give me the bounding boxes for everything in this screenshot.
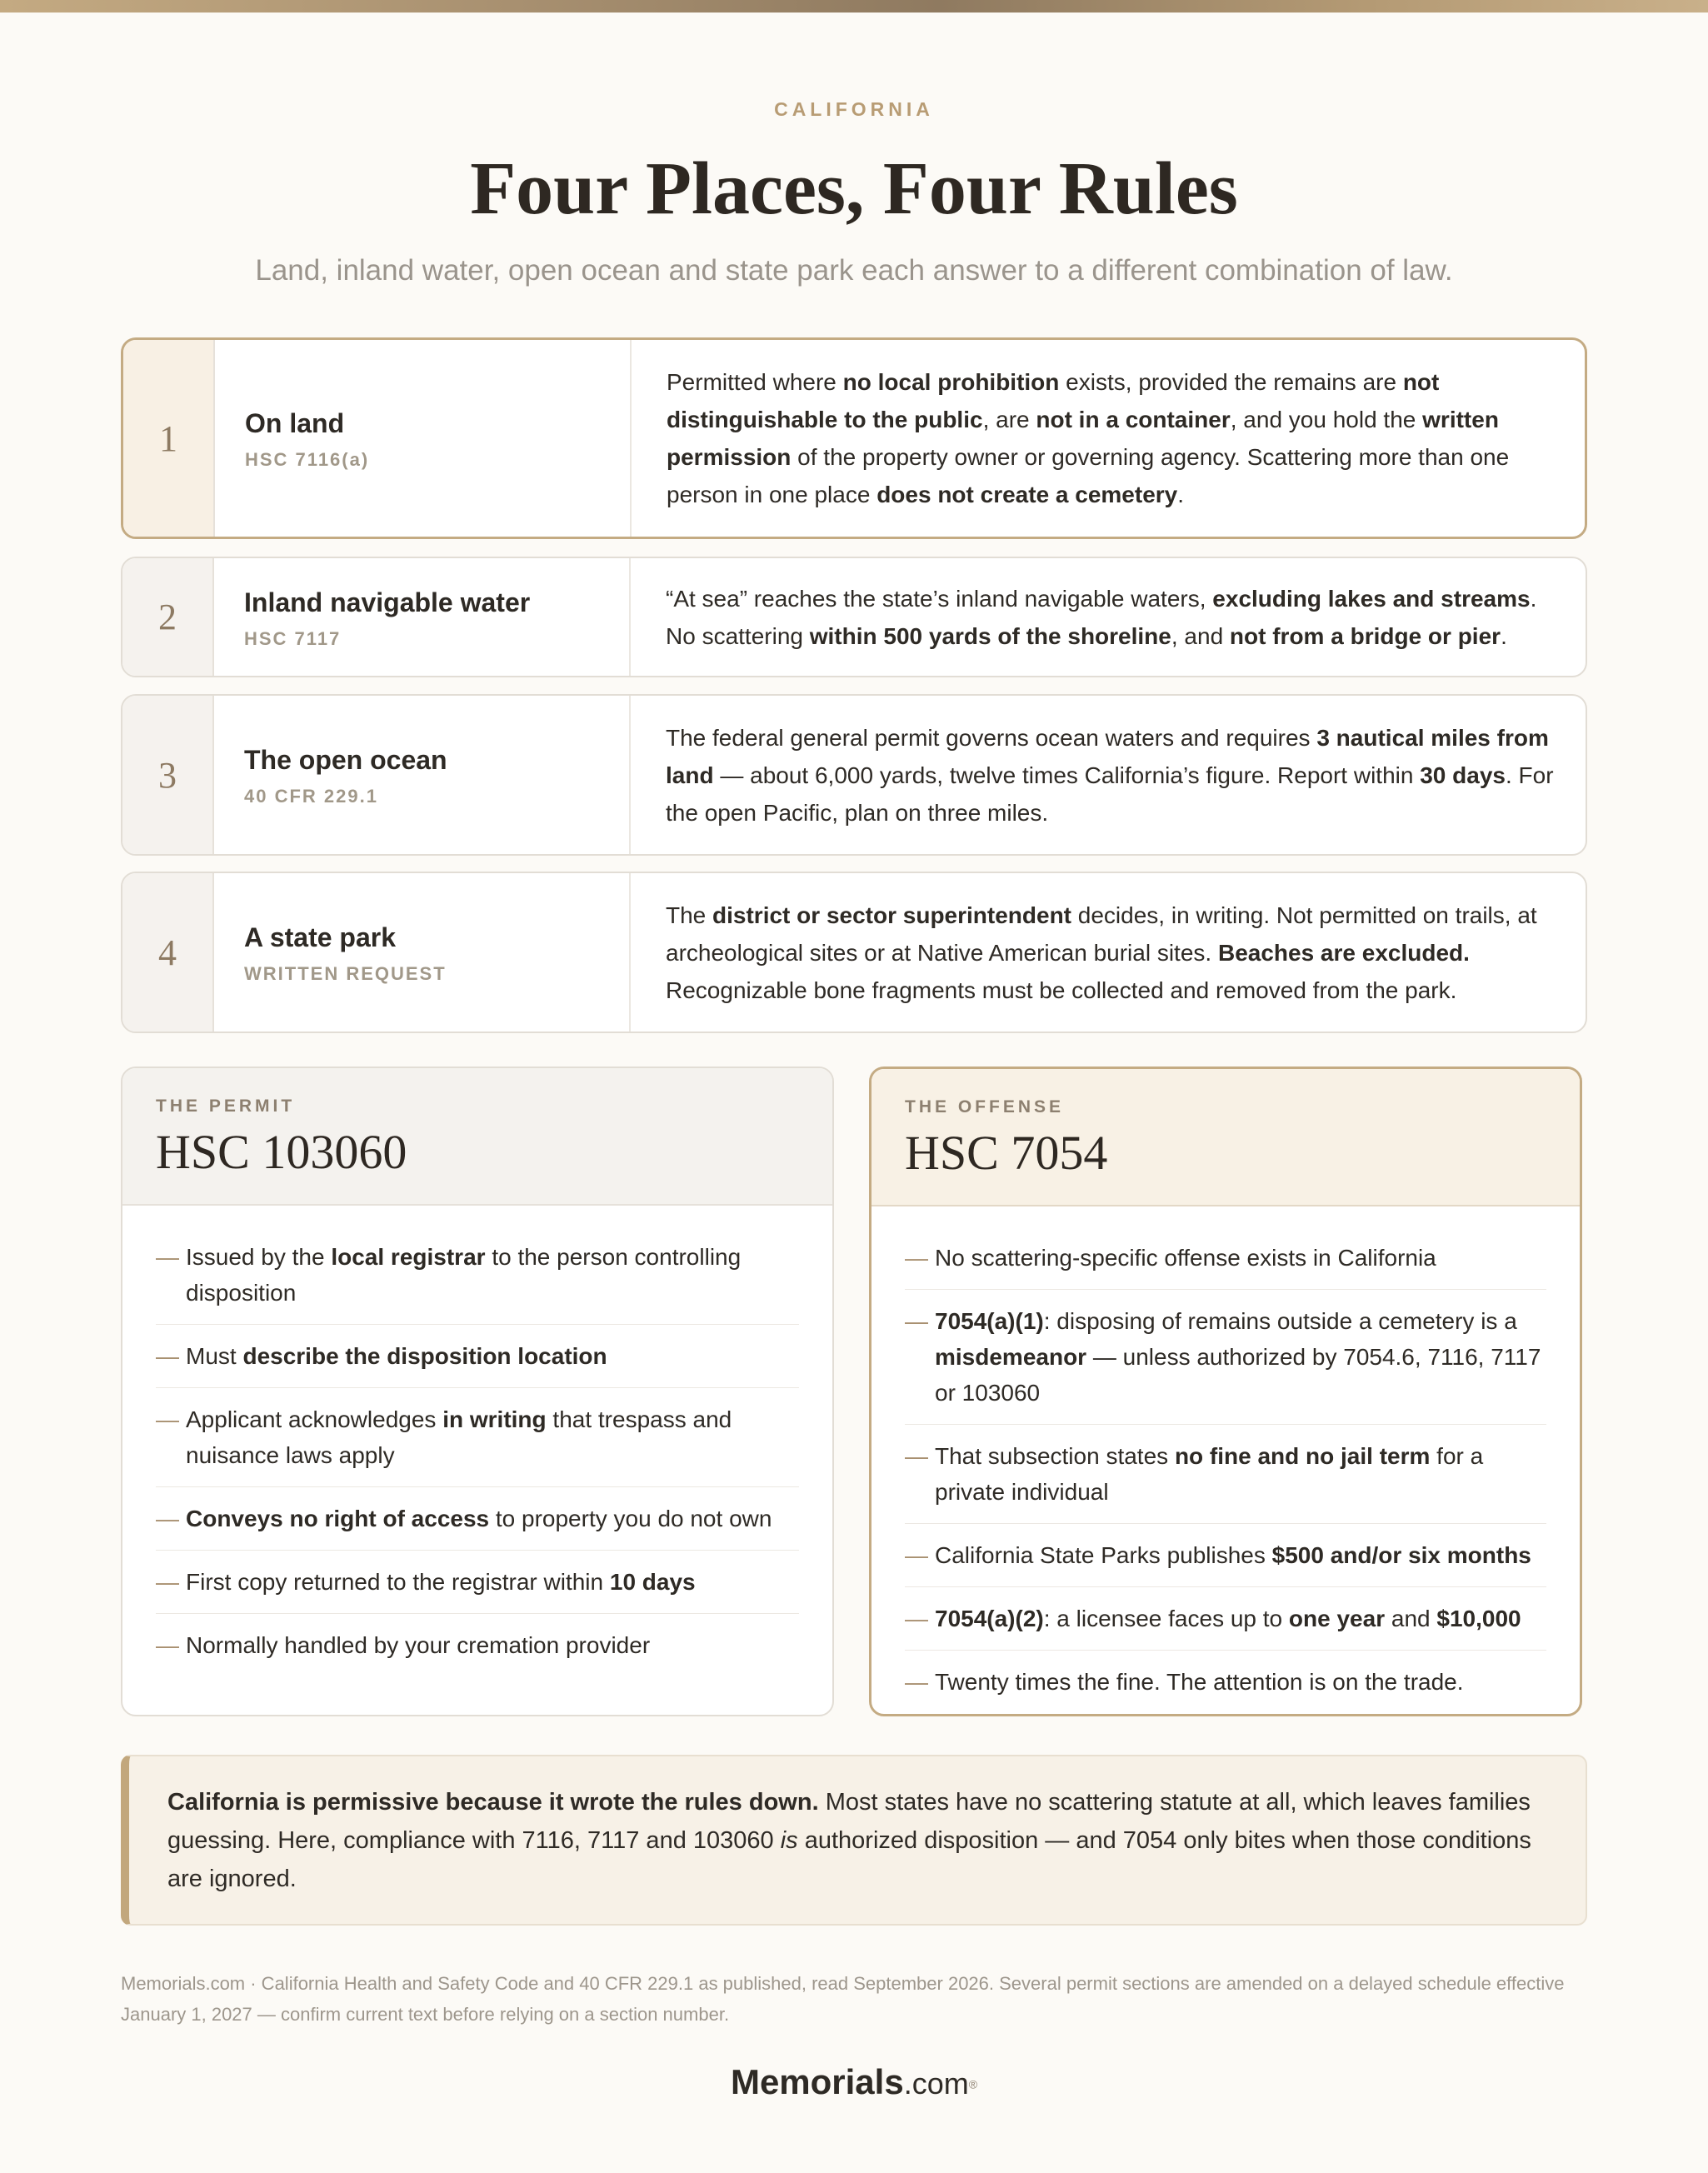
dash-bullet-icon: —: [905, 1669, 928, 1695]
bold-text: Beaches are excluded.: [1217, 939, 1470, 966]
bold-text: describe the disposition location: [242, 1343, 607, 1369]
bold-text: not from a bridge or pier: [1229, 622, 1501, 649]
text-run: , and you hold the: [1230, 407, 1423, 432]
bold-text: one year: [1288, 1606, 1386, 1631]
rule-description: [632, 340, 1585, 537]
text-run: , are: [982, 407, 1036, 432]
rule-description-text: [666, 719, 1556, 832]
dash-bullet-icon: —: [905, 1308, 928, 1334]
text-run: Applicant acknowledges: [186, 1406, 443, 1432]
text-run: Twenty times the fine. The attention is on the trade.: [935, 1669, 1464, 1695]
bold-text: 10 days: [609, 1569, 696, 1595]
bold-text: district or sector superintendent: [712, 902, 1071, 928]
text-run: Issued by the: [186, 1244, 332, 1270]
text-run: . No scattering: [666, 585, 1537, 649]
text-run: of the property owner or governing agency. Scattering more than one person in one place: [667, 444, 1510, 507]
bold-text: not in a container: [1036, 407, 1231, 432]
dash-bullet-icon: —: [156, 1343, 179, 1369]
list-item: [156, 1551, 799, 1614]
text-run: authorized disposition — and 7054 only bites when those conditions are ignored.: [167, 1827, 1531, 1892]
text-run: . For the open Pacific, plan on three miles.: [666, 762, 1554, 826]
source-footnote: Memorials.com · California Health and Safety Code and 40 CFR 229.1 as published, read September 2026. Several permit sections are amended on a delayed schedule effective January 1, 2027 — confirm current text before relying on a section number.: [121, 1973, 1565, 2025]
list-item: [905, 1290, 1546, 1425]
memorials-logo[interactable]: [0, 2062, 1708, 2102]
logo-brand: Memorials: [730, 2062, 904, 2101]
page-title: Four Places, Four Rules: [470, 147, 1238, 230]
rule-card-on-land: [121, 337, 1587, 539]
logo-registered-mark: ®: [968, 2077, 978, 2091]
text-run: No scattering-specific offense exists in California: [935, 1245, 1436, 1271]
text-run: California State Parks publishes: [935, 1542, 1272, 1568]
rule-name: The open ocean: [244, 745, 447, 775]
list-item: [905, 1587, 1546, 1651]
page-kicker: CALIFORNIA: [774, 98, 934, 120]
list-item: [905, 1651, 1546, 1713]
dash-bullet-icon: —: [905, 1542, 928, 1568]
text-run: First copy returned to the registrar within: [186, 1569, 610, 1595]
summary-callout-text: [167, 1783, 1549, 1898]
dash-bullet-icon: —: [156, 1632, 179, 1658]
rule-card-open-ocean: [121, 694, 1587, 856]
bold-text: California is permissive because it wrote the rules down.: [167, 1789, 819, 1816]
rule-name: A state park: [244, 922, 396, 952]
rule-number: 1: [123, 340, 215, 537]
rule-card-inland-water: [121, 557, 1587, 677]
bold-text: 7054(a)(1): [935, 1308, 1044, 1334]
bold-text: 3 nautical miles from land: [666, 724, 1549, 788]
rule-number: 4: [122, 873, 214, 1032]
bold-text: no fine and no jail term: [1174, 1443, 1431, 1469]
text-run: exists, provided the remains are: [1059, 369, 1403, 395]
dash-bullet-icon: —: [156, 1569, 179, 1595]
text-run: “At sea” reaches the state’s inland navigable waters,: [666, 585, 1213, 612]
rule-description-text: [666, 897, 1556, 1009]
text-run: Must: [186, 1343, 243, 1369]
text-run: The federal general permit governs ocean waters and requires: [666, 724, 1317, 751]
text-run: The: [666, 902, 713, 928]
text-run: .: [1501, 622, 1507, 649]
rule-name: On land: [245, 408, 345, 438]
permit-panel: [121, 1067, 834, 1716]
rule-card-state-park: [121, 872, 1587, 1033]
offense-panel-header: [871, 1069, 1580, 1206]
text-run: — about 6,000 yards, twelve times California’s figure. Report within: [713, 762, 1421, 788]
rule-description: [631, 873, 1586, 1032]
rule-name: Inland navigable water: [244, 587, 531, 617]
text-run: and: [1385, 1606, 1437, 1631]
bold-text: in writing: [442, 1406, 547, 1432]
dash-bullet-icon: —: [156, 1406, 179, 1432]
rule-description: [631, 696, 1586, 854]
text-run: , and: [1171, 622, 1230, 649]
rule-heading: [214, 696, 631, 854]
logo-tld: .com: [903, 2066, 969, 2101]
rule-description-text: [666, 580, 1556, 655]
text-run: That subsection states: [935, 1443, 1175, 1469]
list-item: [156, 1226, 799, 1325]
bold-text: does not create a cemetery: [876, 482, 1178, 507]
dash-bullet-icon: —: [156, 1244, 179, 1270]
dash-bullet-icon: —: [905, 1606, 928, 1631]
bold-text: 30 days: [1420, 762, 1506, 788]
text-run: Normally handled by your cremation provider: [186, 1632, 651, 1658]
page-subtitle: Land, inland water, open ocean and state park each answer to a different combination of law.: [255, 254, 1453, 287]
text-run: that trespass and nuisance laws apply: [186, 1406, 732, 1468]
list-item: [156, 1487, 799, 1551]
rule-heading: [214, 558, 631, 676]
dash-bullet-icon: —: [156, 1506, 179, 1531]
rule-citation: HSC 7117: [244, 627, 342, 649]
list-item: [905, 1226, 1546, 1290]
permit-list: [122, 1206, 832, 1676]
text-run: to the person controlling disposition: [186, 1244, 742, 1306]
rule-number: 3: [122, 696, 214, 854]
dash-bullet-icon: —: [905, 1443, 928, 1469]
rule-heading: [214, 873, 631, 1032]
text-run: : disposing of remains outside a cemetery is a: [1043, 1308, 1517, 1334]
italic-text: is: [780, 1827, 798, 1854]
text-run: Recognizable bone fragments must be collected and removed from the park.: [666, 977, 1457, 1003]
text-run: Most states have no scattering statute at all, which leaves families guessing. Here, compliance with 7116, 7117 and 103060: [167, 1789, 1531, 1854]
offense-list: [871, 1206, 1580, 1713]
rule-citation: WRITTEN REQUEST: [244, 963, 447, 984]
bold-text: $500 and/or six months: [1271, 1542, 1531, 1568]
list-item: [156, 1614, 799, 1676]
offense-kicker: THE OFFENSE: [905, 1097, 1065, 1116]
summary-callout: [121, 1755, 1587, 1926]
top-accent-bar: [0, 0, 1708, 12]
list-item: [156, 1325, 799, 1388]
offense-panel: [869, 1067, 1582, 1716]
bold-text: within 500 yards of the shoreline: [809, 622, 1171, 649]
list-item: [905, 1524, 1546, 1587]
bold-text: written permission: [667, 407, 1499, 470]
text-run: Permitted where: [667, 369, 843, 395]
rule-citation: 40 CFR 229.1: [244, 786, 378, 807]
text-run: — unless authorized by 7054.6, 7116, 7117 or 103060: [935, 1344, 1541, 1406]
rule-description: [631, 558, 1586, 676]
offense-title: HSC 7054: [905, 1126, 1108, 1180]
list-item: [905, 1425, 1546, 1524]
permit-title: HSC 103060: [156, 1125, 407, 1179]
list-item: [156, 1388, 799, 1487]
text-run: .: [1177, 482, 1185, 507]
text-run: : a licensee faces up to: [1043, 1606, 1289, 1631]
text-run: for a private individual: [935, 1443, 1484, 1505]
rule-description-text: [667, 363, 1555, 513]
bold-text: misdemeanor: [935, 1344, 1087, 1370]
rule-citation: HSC 7116(a): [245, 449, 370, 470]
text-run: to property you do not own: [489, 1506, 772, 1531]
rule-heading: [215, 340, 632, 537]
bold-text: no local prohibition: [842, 369, 1060, 395]
bold-text: 7054(a)(2): [935, 1606, 1044, 1631]
permit-panel-header: [122, 1068, 832, 1206]
dash-bullet-icon: —: [905, 1245, 928, 1271]
bold-text: $10,000: [1436, 1606, 1521, 1631]
permit-kicker: THE PERMIT: [156, 1096, 296, 1116]
bold-text: not distinguishable to the public: [667, 369, 1440, 432]
bold-text: Conveys no right of access: [186, 1506, 490, 1531]
text-run: decides, in writing. Not permitted on trails, at archeological sites or at Native American burial sites.: [666, 902, 1537, 966]
rule-number: 2: [122, 558, 214, 676]
bold-text: local registrar: [331, 1244, 486, 1270]
bold-text: excluding lakes and streams: [1212, 585, 1531, 612]
